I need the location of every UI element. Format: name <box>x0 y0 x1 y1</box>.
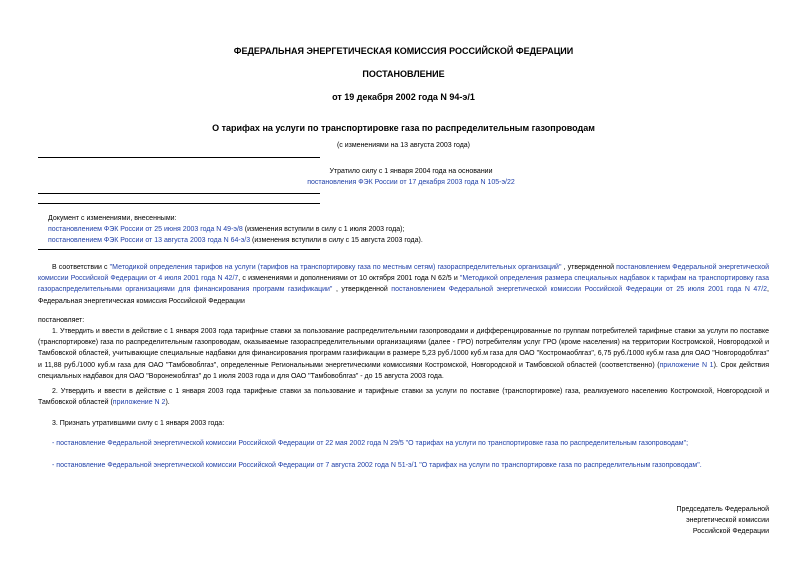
invalid-link[interactable]: постановления ФЭК России от 17 декабря 2003 года N 105-э/22 <box>307 179 515 186</box>
changes-intro: Документ с изменениями, внесенными: <box>48 215 177 222</box>
signature-line: Российской Федерации <box>692 528 769 535</box>
signature-line: энергетической комиссии <box>686 517 769 524</box>
item-2: 2. Утвердить и ввести в действие с 1 января 2003 года тарифные ставки за пользование и тарифные ставки за услуги по поставке (транспортировке) газа, реализуемого населению Костромской, Новгородской и Тамбовской областей (приложение N 2). <box>38 388 769 407</box>
amended-note: (с изменениями на 13 августа 2003 года) <box>336 142 471 149</box>
changes-item: постановлением ФЭК России от 25 июня 2003 года N 49-э/8 (изменения вступили в силу с 1 июля 2003 года); <box>48 226 405 233</box>
divider <box>38 249 320 250</box>
changes-item: постановлением ФЭК России от 13 августа 2003 года N 64-э/3 (изменения вступили в силу с 15 августа 2003 года). <box>48 237 423 244</box>
signature <box>569 504 769 537</box>
doc-type: ПОСТАНОВЛЕНИЕ <box>362 69 445 79</box>
item-1: 1. Утвердить и ввести в действие с 1 января 2003 года тарифные ставки за пользование распределительными газопроводами и дифференцированные по группам потребителей тарифные ставки за услуги по поставке (транспортировке) газа по распределительным газопроводам, оказываемые газораспределительными организациями (далее - ГРО) потребителям услуг ГРО (кроме населения) на территории Костромской, Новгородской и Тамбовской областей, учитывающие специальные надбавки для финансирования программ газификации в размере 5,23 руб./1000 куб.м газа для ОАО "Костромаоблгаз", 6,75 руб./1000 куб.м газа для ОАО "Новгородоблгаз" и 11,88 руб./1000 куб.м газа для ОАО "Тамбовоблгаз", определенные Региональными энергетическими комиссиями Костромской, Новгородской и Тамбовской областей (соответственно) (приложение N 1). Срок действия специальных надбавок для ОАО "Воронежоблгаз" до 1 июля 2003 года и для ОАО "Тамбовоблгаз" - до 15 августа 2003 года. <box>38 328 769 380</box>
org-heading: ФЕДЕРАЛЬНАЯ ЭНЕРГЕТИЧЕСКАЯ КОМИССИЯ РОССИЙСКОЙ ФЕДЕРАЦИИ <box>233 46 574 56</box>
invalid-note <box>291 166 531 188</box>
divider <box>38 193 320 194</box>
repealed-1-link[interactable]: - постановление Федеральной энергетической комиссии Российской Федерации от 22 мая 2002 года N 29/5 "О тарифах на услуги по транспортировке газа по распределительным газопроводам"; <box>52 440 689 447</box>
change-link[interactable]: постановлением ФЭК России от 13 августа 2003 года N 64-э/3 <box>48 237 251 244</box>
change-link[interactable]: постановлением ФЭК России от 25 июня 2003 года N 49-э/8 <box>48 226 243 233</box>
invalid-text: Утратило силу с 1 января 2004 года на основании <box>329 168 493 175</box>
preamble-link[interactable]: "Методикой определения размера специальных надбавок к тарифам на транспортировку газа газораспределительными организациями для финансирования программ газификации" <box>38 275 770 294</box>
resolves: постановляет: <box>38 317 85 324</box>
appendix-2-link[interactable]: приложение N 2 <box>112 399 166 407</box>
preamble-link[interactable]: постановлением Федеральной энергетической комиссии Российской Федерации от 4 июля 2001 года N 42/7 <box>38 264 770 283</box>
repealed-2-link[interactable]: - постановление Федеральной энергетической комиссии Российской Федерации от 7 августа 2002 года N 51-э/1 "О тарифах на услуги по транспортировке газа по распределительным газопроводам". <box>52 462 702 469</box>
doc-date: от 19 декабря 2002 года N 94-э/1 <box>332 92 475 102</box>
preamble-link[interactable]: "Методикой определения тарифов на услуги (тарифов на транспортировку газа по местным сетям) газораспределительных организаций" <box>109 264 562 271</box>
preamble-link[interactable]: постановлением Федеральной энергетической комиссии Российской Федерации от 25 июля 2001 года N 47/2 <box>391 286 768 294</box>
divider <box>38 203 320 204</box>
divider <box>38 157 320 158</box>
appendix-1-link[interactable]: приложение N 1 <box>659 361 714 369</box>
preamble: В соответствии с "Методикой определения тарифов на услуги (тарифов на транспортировку газа по местным сетям) газораспределительных организаций" , утвержденной постановлением Федеральной энергетической комиссии Российской Федерации от 4 июля 2001 года N 42/7, с изменениями и дополнениями от 10 октября 2001 года N 62/5 и "Методикой определения размера специальных надбавок к тарифам на транспортировку газа газораспределительными организациями для финансирования программ газификации" , утвержденной постановлением Федеральной энергетической комиссии Российской Федерации от 25 июля 2001 года N 47/2, Федеральная энергетическая комиссия Российской Федерации <box>38 264 770 305</box>
doc-title: О тарифах на услуги по транспортировке газа по распределительным газопроводам <box>212 123 595 133</box>
changes-block <box>48 213 648 246</box>
item-3: 3. Признать утратившими силу с 1 января 2003 года: <box>52 420 225 427</box>
signature-line: Председатель Федеральной <box>676 506 769 513</box>
